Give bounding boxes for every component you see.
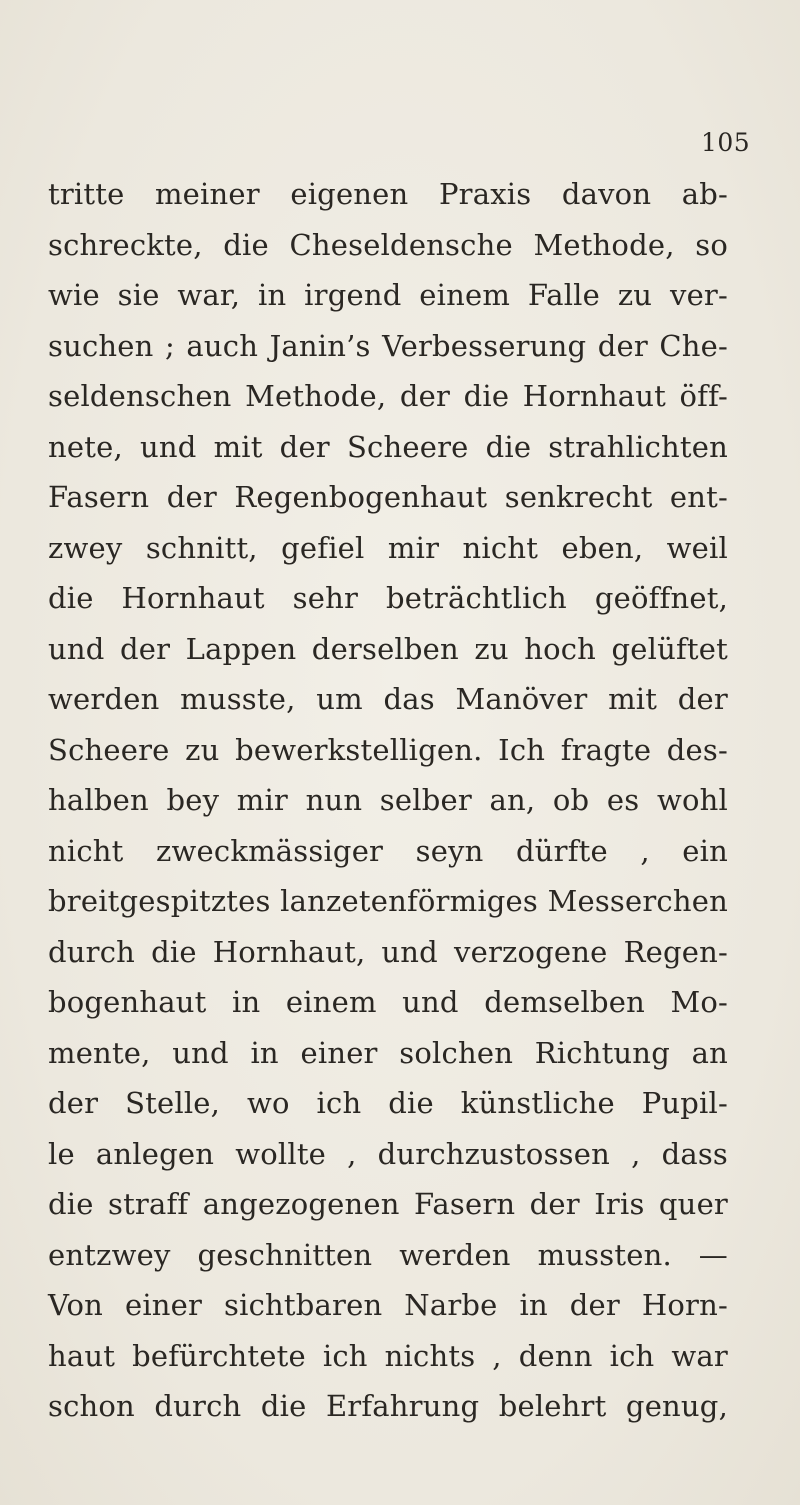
text-line: zwey schnitt, gefiel mir nicht eben, weil bbox=[48, 530, 728, 565]
text-line: der Stelle, wo ich die künstliche Pupil- bbox=[48, 1086, 728, 1120]
text-line: entzwey geschnitten werden mussten. — bbox=[48, 1237, 728, 1272]
text-line: Fasern der Regenbogenhaut senkrecht ent- bbox=[48, 480, 728, 514]
text-line: breitgespitztes lanzetenförmiges Messerchen bbox=[48, 884, 728, 918]
text-line: schon durch die Erfahrung belehrt genug, bbox=[48, 1389, 728, 1423]
body-text bbox=[48, 169, 728, 1432]
text-line: mente, und in einer solchen Richtung an bbox=[48, 1035, 728, 1070]
text-line: durch die Hornhaut, und verzogene Regen- bbox=[48, 934, 728, 969]
text-line: suchen ; auch Janin’s Verbesserung der Che- bbox=[48, 328, 728, 363]
text-line: die Hornhaut sehr beträchtlich geöffnet, bbox=[48, 581, 728, 615]
text-line: und der Lappen derselben zu hoch gelüftet bbox=[48, 631, 728, 666]
text-line: seldenschen Methode, der die Hornhaut öff- bbox=[48, 379, 728, 413]
text-line: halben bey mir nun selber an, ob es wohl bbox=[48, 783, 728, 817]
text-line: nete, und mit der Scheere die strahlichten bbox=[48, 429, 728, 464]
text-line: bogenhaut in einem und demselben Mo- bbox=[48, 985, 728, 1019]
text-line: Von einer sichtbaren Narbe in der Horn- bbox=[48, 1288, 728, 1322]
text-line: die straff angezogenen Fasern der Iris quer bbox=[48, 1187, 728, 1221]
text-line: schreckte, die Cheseldensche Methode, so bbox=[48, 227, 728, 262]
page-number: 105 bbox=[701, 128, 751, 157]
text-line: haut befürchtete ich nichts , denn ich war bbox=[48, 1338, 728, 1373]
text-line: nicht zweckmässiger seyn dürfte , ein bbox=[48, 833, 728, 868]
text-line: le anlegen wollte , durchzustossen , dass bbox=[48, 1136, 728, 1171]
text-line: werden musste, um das Manöver mit der bbox=[48, 682, 728, 716]
text-line: wie sie war, in irgend einem Falle zu ver- bbox=[48, 278, 728, 312]
text-line: Scheere zu bewerkstelligen. Ich fragte des- bbox=[48, 732, 728, 767]
text-line: tritte meiner eigenen Praxis davon ab- bbox=[48, 177, 728, 211]
